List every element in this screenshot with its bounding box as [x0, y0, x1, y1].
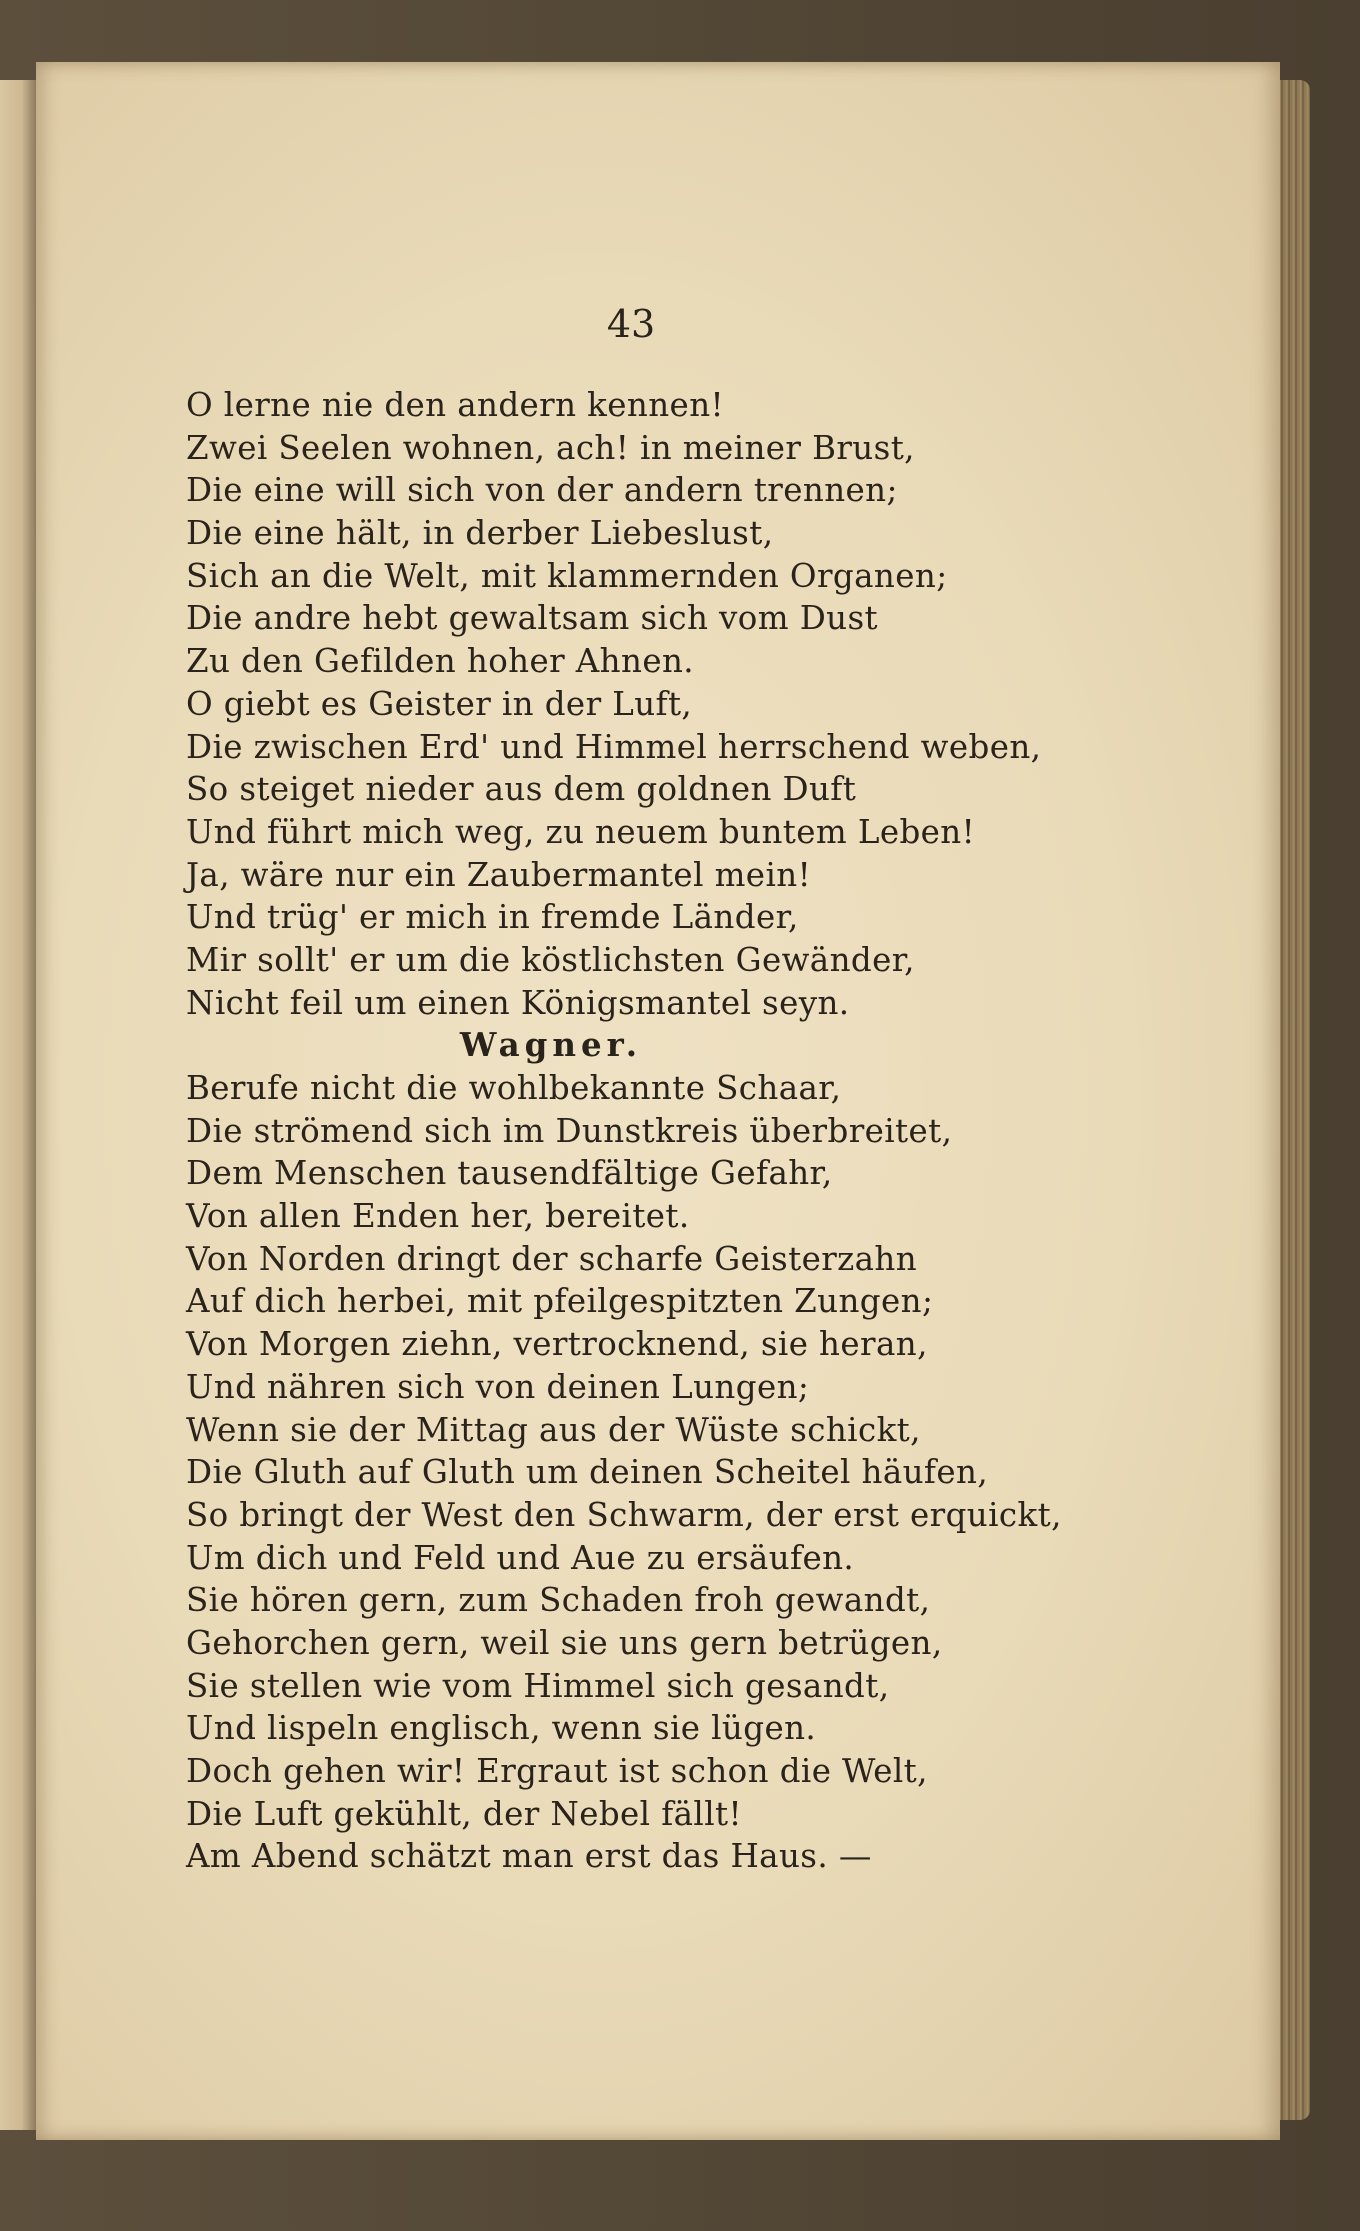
text-line: Und führt mich weg, zu neuem buntem Leben!: [186, 812, 976, 851]
text-line: O giebt es Geister in der Luft,: [186, 684, 693, 723]
text-line: Zu den Gefilden hoher Ahnen.: [186, 642, 695, 681]
text-line: Sich an die Welt, mit klammernden Organen;: [186, 556, 948, 595]
text-line: Doch gehen wir! Ergraut ist schon die Welt,: [186, 1752, 928, 1790]
text-line: Berufe nicht die wohlbekannte Schaar,: [186, 1069, 842, 1107]
text-line: Von allen Enden her, bereitet.: [186, 1197, 690, 1236]
text-line: So bringt der West den Schwarm, der erst erquickt,: [186, 1495, 1062, 1534]
text-line: Von Morgen ziehn, vertrocknend, sie heran,: [186, 1325, 928, 1364]
text-line: Gehorchen gern, weil sie uns gern betrügen,: [186, 1623, 943, 1662]
text-line: Und trüg' er mich in fremde Länder,: [186, 898, 799, 937]
previous-page-edge: [0, 80, 36, 2130]
text-line: Die strömend sich im Dunstkreis überbreitet,: [186, 1111, 953, 1150]
text-line: Dem Menschen tausendfältige Gefahr,: [186, 1154, 833, 1193]
text-line: Die Gluth auf Gluth um deinen Scheitel häufen,: [186, 1453, 989, 1492]
book-page: [36, 62, 1280, 2140]
text-line: Die Luft gekühlt, der Nebel fällt!: [186, 1794, 742, 1833]
text-line: Mir sollt' er um die köstlichsten Gewänder,: [186, 940, 915, 979]
text-line: Die zwischen Erd' und Himmel herrschend weben,: [186, 727, 1042, 766]
text-line: Die eine will sich von der andern trennen;: [186, 471, 898, 510]
text-line: Die andre hebt gewaltsam sich vom Dust: [186, 599, 879, 638]
text-line: Die eine hält, in derber Liebeslust,: [186, 514, 774, 553]
text-line: Um dich und Feld und Aue zu ersäufen.: [186, 1538, 855, 1577]
text-line: Sie stellen wie vom Himmel sich gesandt,: [186, 1666, 890, 1705]
text-line: Am Abend schätzt man erst das Haus. —: [186, 1837, 872, 1876]
text-line: Zwei Seelen wohnen, ach! in meiner Brust,: [186, 428, 915, 467]
poem-text: [186, 384, 1086, 1878]
text-line: Wenn sie der Mittag aus der Wüste schickt,: [186, 1410, 921, 1449]
text-line: O lerne nie den andern kennen!: [186, 386, 724, 424]
text-line: Nicht feil um einen Königsmantel seyn.: [186, 983, 850, 1022]
text-line: Sie hören gern, zum Schaden froh gewandt,: [186, 1581, 931, 1620]
page-number: 43: [606, 302, 656, 346]
speaker-heading: Wagner.: [459, 1025, 643, 1065]
text-line: Ja, wäre nur ein Zaubermantel mein!: [186, 855, 812, 894]
text-line: Von Norden dringt der scharfe Geisterzahn: [186, 1239, 918, 1278]
text-line: Und lispeln englisch, wenn sie lügen.: [186, 1709, 817, 1748]
text-line: So steiget nieder aus dem goldnen Duft: [186, 770, 857, 809]
text-line: Auf dich herbei, mit pfeilgespitzten Zungen;: [186, 1282, 934, 1321]
text-line: Und nähren sich von deinen Lungen;: [186, 1367, 810, 1406]
